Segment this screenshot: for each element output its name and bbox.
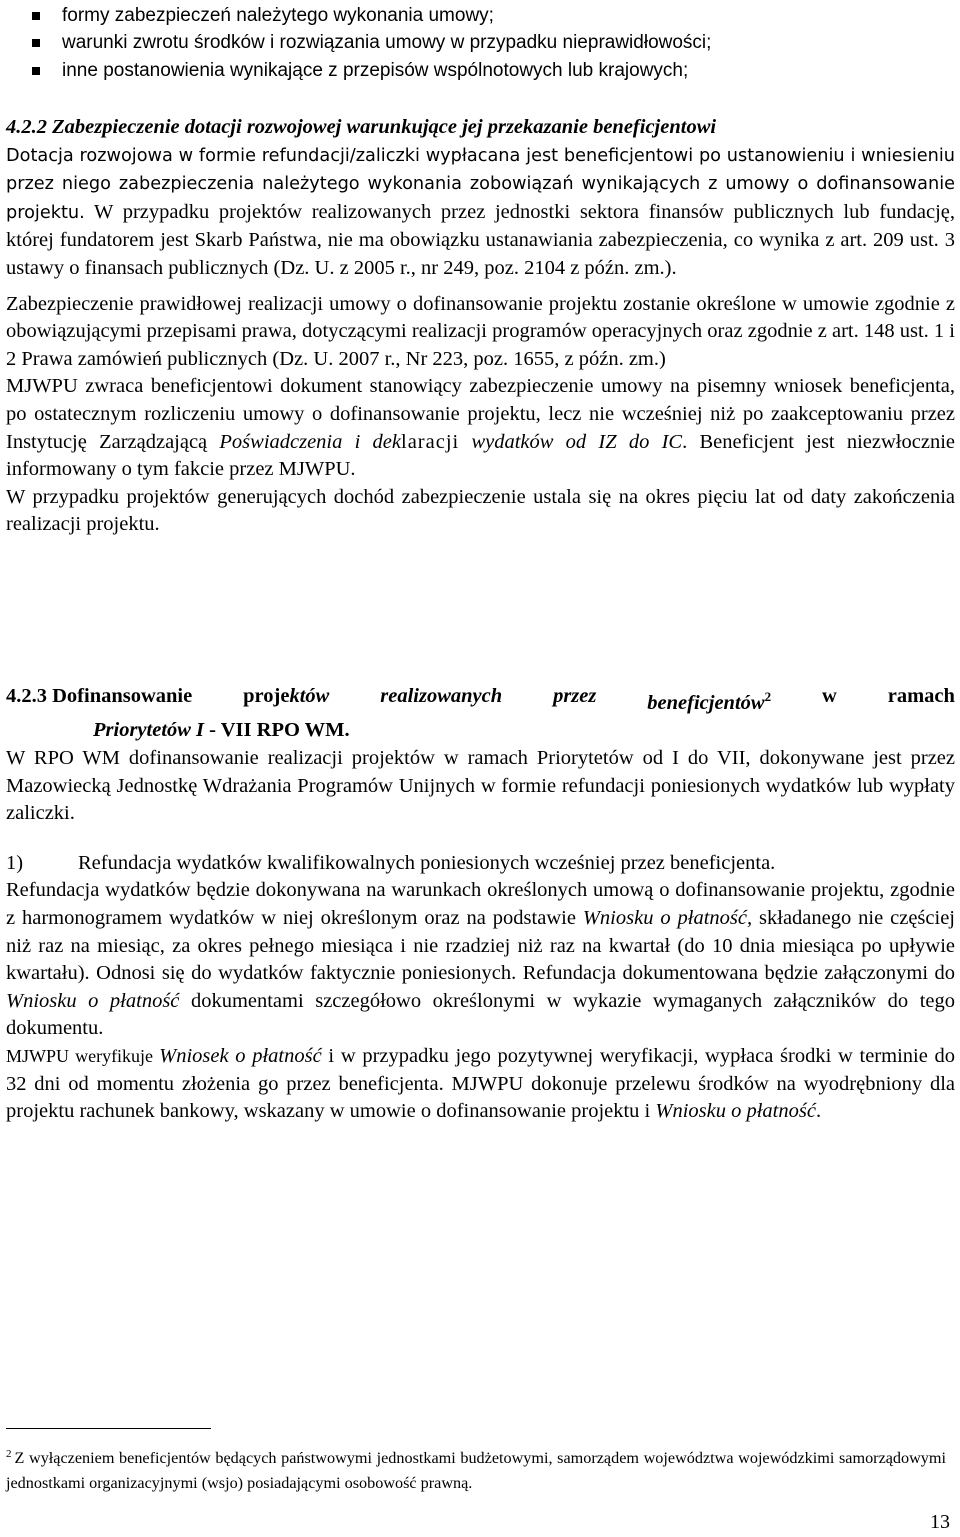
bullet-square-icon [32,67,40,75]
paragraph-text: . Beneficjent jest niezwłocznie informowany o tym fakcie przez MJWPU. [6,430,955,481]
bullet-square-icon [32,12,40,20]
section-heading-line2: Priorytetów I - VII RPO WM. [93,719,350,742]
bullet-square-icon [32,39,40,47]
paragraph [6,142,955,283]
paragraph-text-italic: Poświadczenia i dek [219,430,401,453]
paragraph [6,373,955,483]
section-heading: 4.2.2 Zabezpieczenie dotacji rozwojowej warunkujące jej przekazanie beneficjentowi [6,116,717,138]
list-item [32,57,932,85]
paragraph: MJWPU weryfikuje Wniosek o płatność i w przypadku jego pozytywnej weryfikacji, wypłaca środki w terminie do 32 dni od momentu złożenia go przez beneficjenta. MJWPU dokonuje przelewu środków na wyodrębniony dla projektu rachunek bankowy, wskazany w umowie o dofinansowanie projektu i Wniosku o płatność. [6,1044,956,1123]
footnote [6,1442,946,1496]
paragraph-text: laracji [401,430,460,453]
heading-word: przez [553,685,597,707]
heading-word: beneficjentów$^2$ [647,689,772,714]
section-4-2-3 [6,683,955,1126]
footnote-ref[interactable]: 2 [764,689,772,704]
footnote-number: 2 [6,1448,12,1460]
bullet-text: formy zabezpieczeń należytego wykonania umowy; [62,4,494,26]
heading-word: w [822,685,837,707]
item-number: 1) [6,851,24,874]
bullet-text: warunki zwrotu środków i rozwiązania umowy w przypadku nieprawidłowości; [62,32,712,54]
section-heading [6,683,955,717]
item-text: Refundacja wydatków kwalifikowalnych poniesionych wcześniej przez beneficjenta. [78,851,776,874]
paragraph: Zabezpieczenie prawidłowej realizacji umowy o dofinansowanie projektu zostanie określone w umowie zgodnie z obowiązującymi przepisami prawa, dotyczącymi realizacji programów operacyjnych oraz zgodnie z art. 148 ust. 1 i 2 Prawa zamówień publicznych (Dz. U. 2007 r., Nr 223, poz. 1655, z późn. zm.) [6,292,955,370]
paragraph-text: MJWPU zwraca beneficjentowi dokument stanowiący zabezpieczenie umowy na pisemny wniosek beneficjenta, po ostatecznym rozliczeniu umowy o dofinansowanie projektu, lecz nie wcześniej niż po zaakceptowaniu przez Instytucję Zarządzającą [6,375,955,453]
page-number: 13 [930,1511,950,1533]
paragraph: W przypadku projektów generujących dochód zabezpieczenie ustala się na okres pięciu lat od daty zakończenia realizacji projektu. [6,485,955,536]
paragraph-text-italic: wydatków od IZ do IC [459,430,683,453]
heading-word: 4.2.3 Dofinansowanie [6,685,193,707]
list-item [32,30,932,58]
bullet-text: inne postanowienia wynikające z przepisów wspólnotowych lub krajowych; [62,59,689,81]
bullet-list [32,2,932,85]
heading-word: projektów [243,685,330,707]
paragraph: Refundacja wydatków będzie dokonywana na warunkach określonych umową o dofinansowanie projektu, zgodnie z harmonogramem wydatków w niej określonym oraz na podstawie Wniosku o płatność, składanego nie częściej niż raz na miesiąc, za okres pełnego miesiąca i nie rzadziej niż raz na kwartał (do 10 dnia miesiąca po upływie kwartału). Odnosi się do wydatków faktycznie poniesionych. Refundacja dokumentowana będzie załączonymi do Wniosku o płatność dokumentami szczegółowo określonymi w wykazie wymaganych załączników do tego dokumentu. [6,879,955,1040]
footnote-text: Z wyłączeniem beneficjentów będących państwowymi jednostkami budżetowymi, samorządem województwa wojewódzkimi samorządowymi jednostkami organizacyjnymi (wsjo) posiadającymi osobowość prawną. [6,1449,946,1492]
list-item [32,2,932,30]
numbered-item [6,850,955,878]
footnote-divider [6,1428,211,1429]
paragraph-text: W przypadku projektów realizowanych przez jednostki sektora finansów publicznych lub fundację, której fundatorem jest Skarb Państwa, nie ma obowiązku ustanawiania zabezpieczenia, co wynika z art. 209 ust. 3 ustawy o finansach publicznych (Dz. U. z 2005 r., nr 249, poz. 2104 z późn. zm.). [6,200,955,279]
heading-word: ramach [887,685,955,707]
section-4-2-2 [6,114,955,539]
heading-word: realizowanych [380,685,503,707]
paragraph-text: Dotacja rozwojowa w formie refundacji/zaliczki wypłacana jest beneficjentowi po ustanowieniu i wniesieniu przez niego zabezpieczenia należytego wykonania zobowiązań wynikających z umowy o dofinansowanie projektu. [6,145,955,223]
paragraph: W RPO WM dofinansowanie realizacji projektów w ramach Priorytetów od I do VII, dokonywane jest przez Mazowiecką Jednostkę Wdrażania Programów Unijnych w formie refundacji poniesionych wydatków lub wypłaty zaliczki. [6,747,955,825]
